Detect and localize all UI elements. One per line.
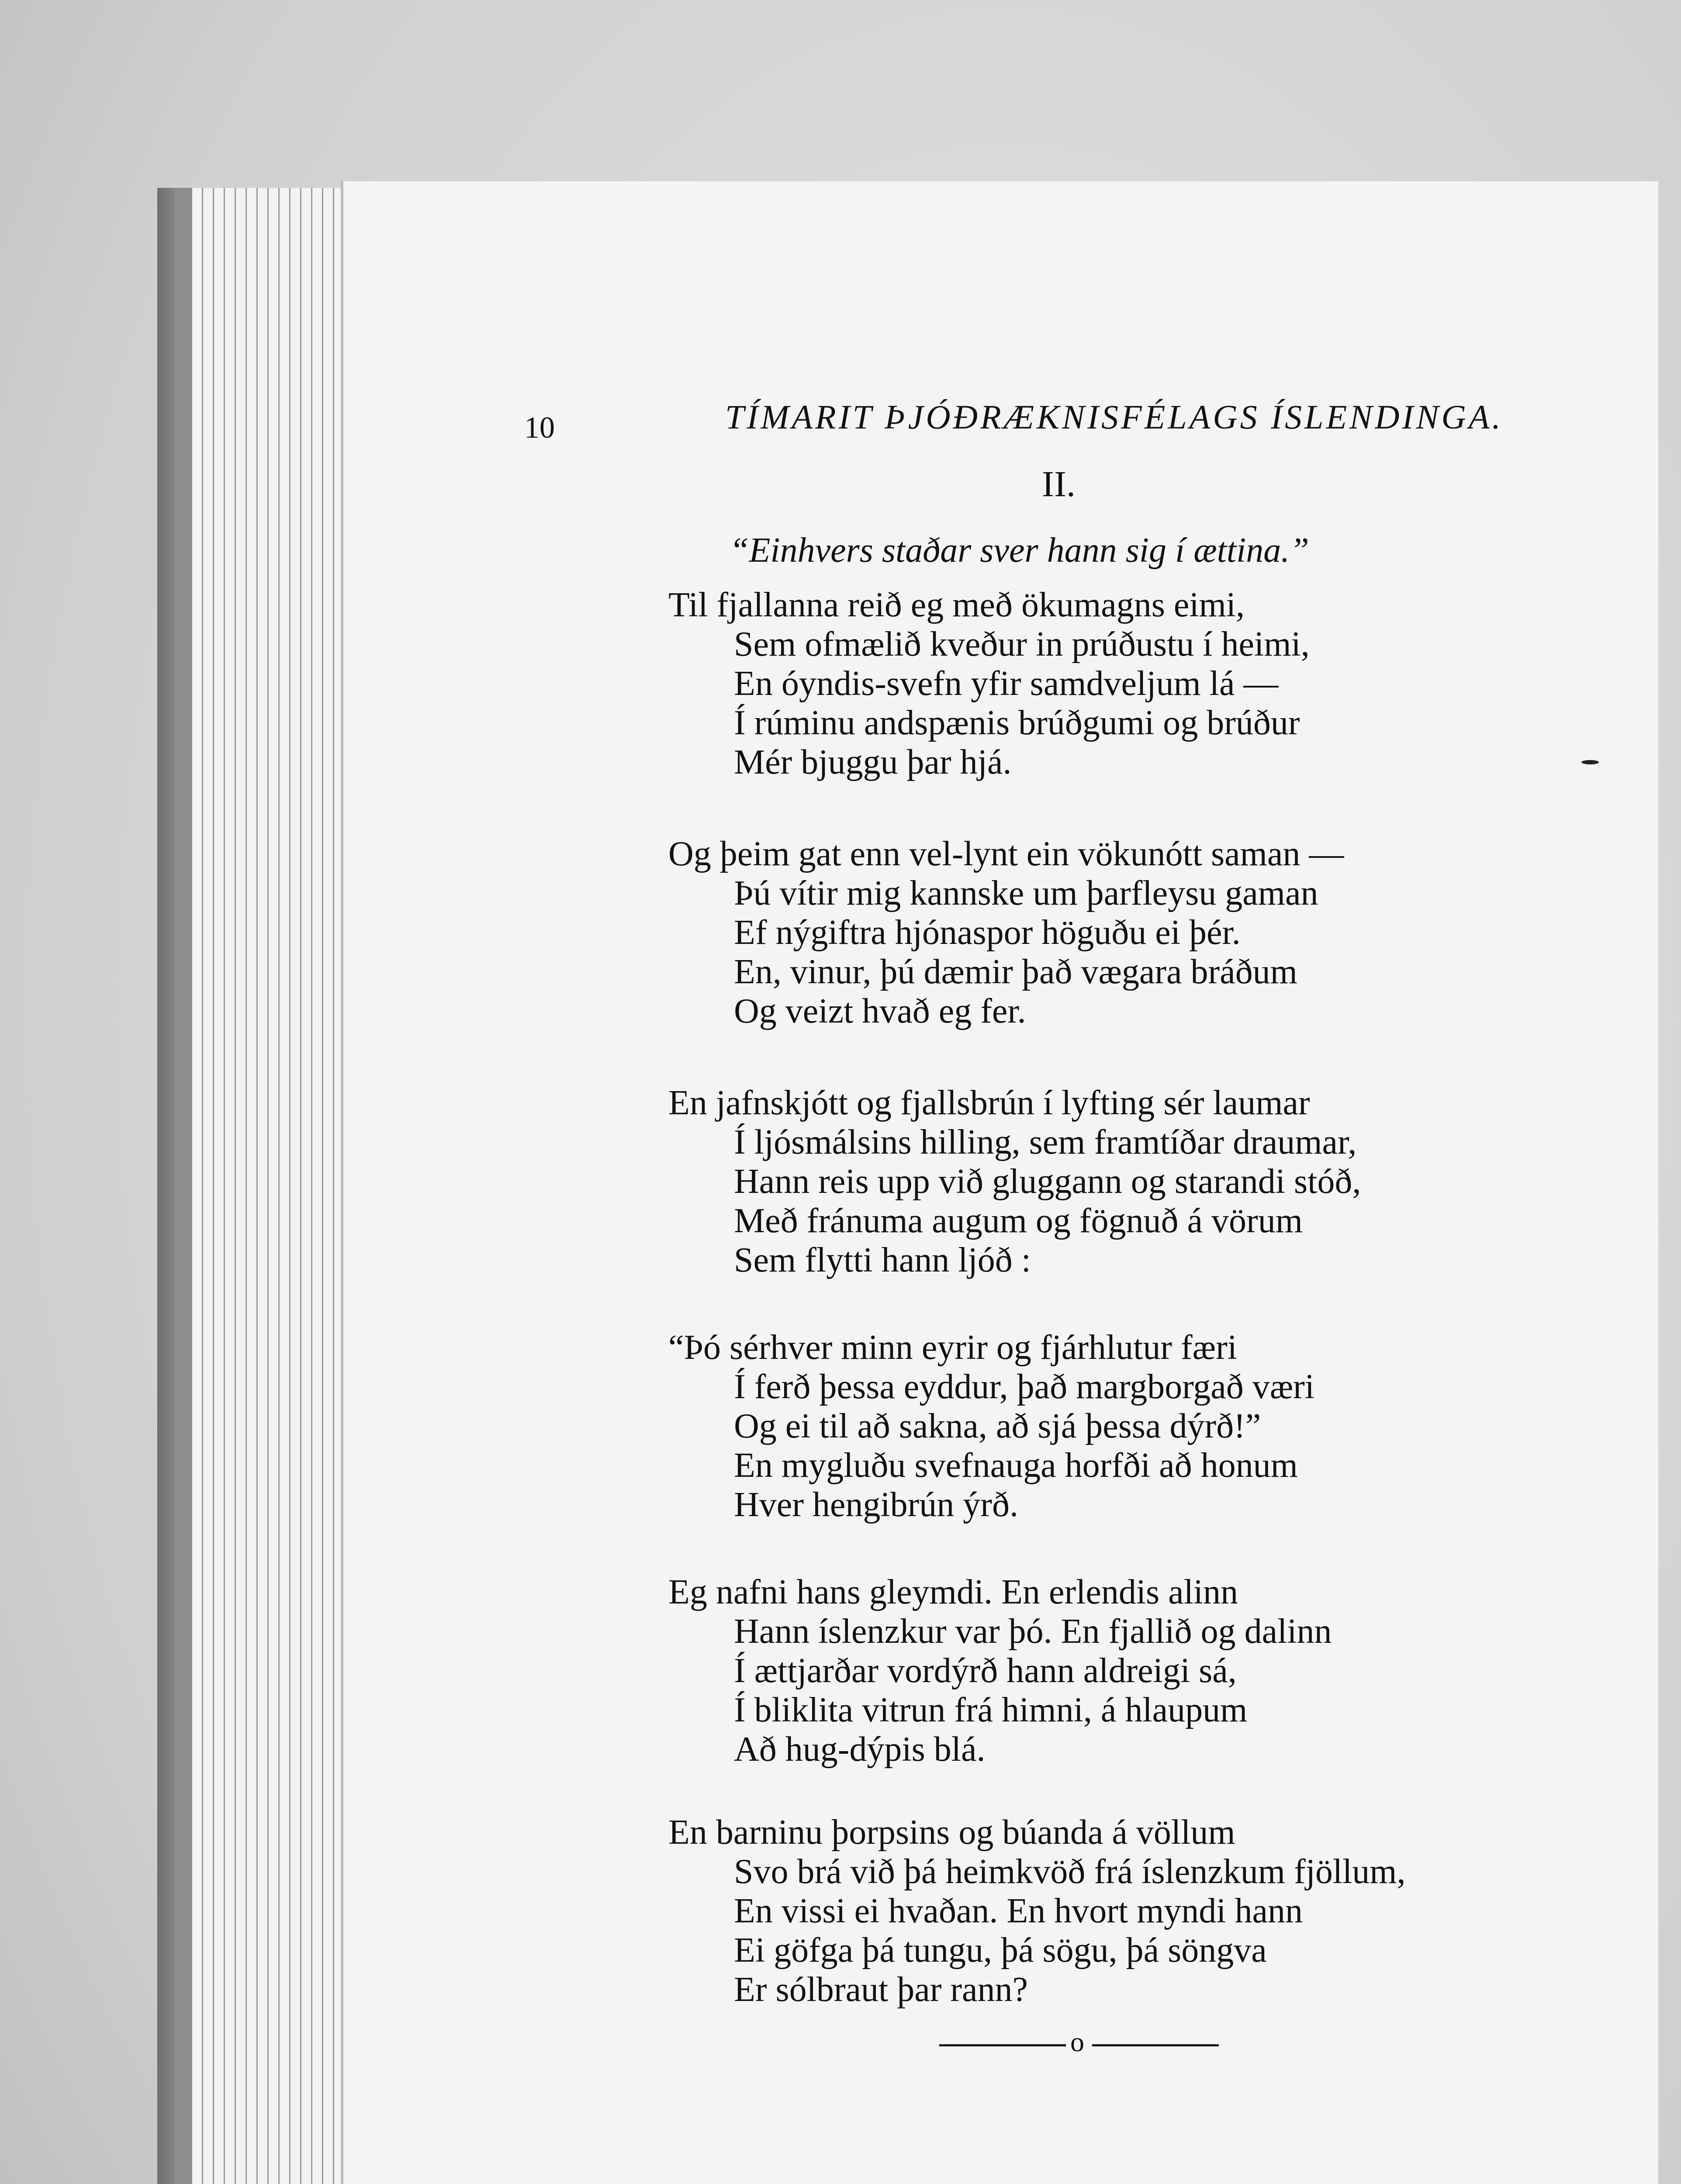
separator-line-right [1092,2044,1219,2046]
poem-line: Til fjallanna reið eg með ökumagns eimi, [668,586,1245,624]
section-number: II. [1042,464,1076,505]
poem-line: Í ljósmálsins hilling, sem framtíðar draumar, [734,1123,1357,1161]
stanza-2 [668,834,1629,1031]
stanza-3 [668,1083,1629,1280]
poem-line: En óyndis-svefn yfir samdveljum lá — [734,664,1279,703]
epigraph: “Einhvers staðar sver hann sig í ættina.” [730,531,1309,570]
separator-line-left [939,2044,1066,2046]
poem-line: En vissi ei hvaðan. En hvort myndi hann [734,1892,1303,1930]
poem-line: Og veizt hvað eg fer. [734,992,1026,1030]
poem-line: Mér bjuggu þar hjá. [734,743,1012,781]
poem-line: Í bliklita vitrun frá himni, á hlaupum [734,1691,1248,1729]
poem-line: Þú vítir mig kannske um þarfleysu gaman [734,874,1318,912]
poem-line: Í ættjarðar vordýrð hann aldreigi sá, [734,1652,1237,1690]
stanza-4 [668,1328,1629,1524]
separator-mark: o [1070,2026,1084,2057]
poem-line: Og ei til að sakna, að sjá þessa dýrð!” [734,1407,1261,1445]
poem-line: Sem ofmælið kveður in prúðustu í heimi, [734,625,1310,663]
poem-line: En jafnskjótt og fjallsbrún í lyfting sér laumar [668,1084,1310,1122]
stanza-6 [668,1813,1629,2009]
stanza-1 [668,585,1629,782]
poem-line: “Þó sérhver minn eyrir og fjárhlutur færi [668,1328,1237,1367]
poem-line: Að hug-dýpis blá. [734,1730,986,1769]
stanza-5 [668,1572,1629,1769]
poem-line: Svo brá við þá heimkvöð frá íslenzkum fjöllum, [734,1852,1406,1891]
poem-line: Í rúminu andspænis brúðgumi og brúður [734,704,1300,742]
poem-line: En, vinur, þú dæmir það vægara bráðum [734,953,1297,991]
poem-line: Hann íslenzkur var þó. En fjallið og dalinn [734,1612,1332,1651]
poem-line: Hver hengibrún ýrð. [734,1486,1018,1524]
poem-line: Er sólbraut þar rann? [734,1970,1028,2009]
page-number: 10 [524,411,555,445]
poem-line: En barninu þorpsins og búanda á völlum [668,1813,1235,1852]
poem-line: Eg nafni hans gleymdi. En erlendis alinn [668,1573,1238,1611]
scan-speck [1581,760,1599,764]
running-head-title: TÍMARIT ÞJÓÐRÆKNISFÉLAGS ÍSLENDINGA. [725,398,1503,436]
section-separator [939,2026,1219,2057]
book-page-edges [192,188,349,2184]
poem-line: Í ferð þessa eyddur, það margborgað væri [734,1368,1315,1406]
poem-line: Ef nýgiftra hjónaspor höguðu ei þér. [734,913,1241,952]
poem-line: Ei göfga þá tungu, þá sögu, þá söngva [734,1931,1267,1970]
poem-line: Hann reis upp við gluggann og starandi stóð, [734,1162,1361,1201]
book-spine-shadow [157,188,192,2184]
poem-line: En mygluðu svefnauga horfði að honum [734,1446,1298,1485]
poem-line: Sem flytti hann ljóð : [734,1241,1031,1279]
poem-line: Og þeim gat enn vel-lynt ein vökunótt saman — [668,835,1344,873]
poem-line: Með fránuma augum og fögnuð á vörum [734,1202,1303,1240]
